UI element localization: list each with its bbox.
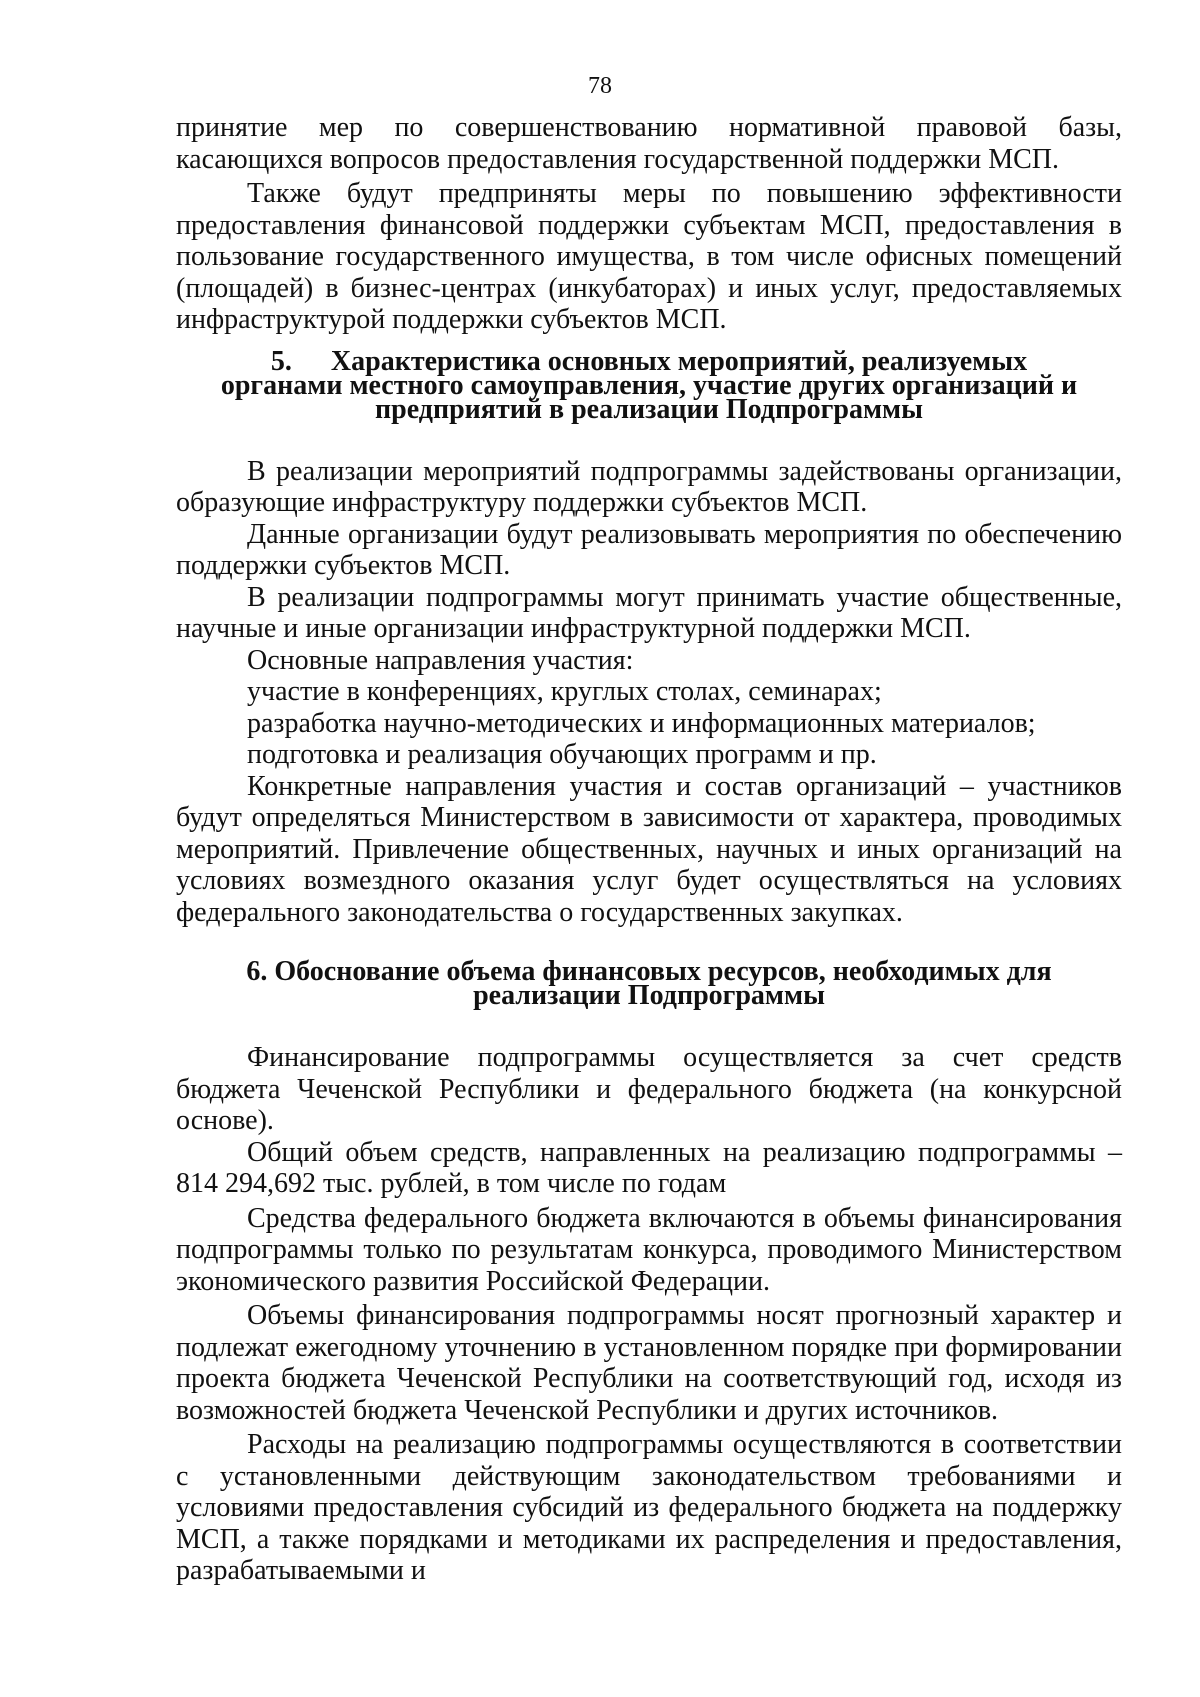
section-6-heading bbox=[176, 956, 1122, 1011]
section-6-paragraph: Общий объем средств, направленных на реализацию подпрограммы – 814 294,692 тыс. рублей, в том числе по годам bbox=[176, 1136, 1122, 1199]
section-6-paragraph: Средства федерального бюджета включаются в объемы финансирования подпрограммы только по результатам конкурса, проводимого Министерством экономического развития Российской Федерации. bbox=[176, 1202, 1122, 1297]
section-5-paragraph: В реализации подпрограммы могут принимать участие общественные, научные и иные организации инфраструктурной поддержки МСП. bbox=[176, 581, 1122, 644]
page-number: 78 bbox=[588, 73, 612, 99]
section-6-paragraph: Расходы на реализацию подпрограммы осуществляются в соответствии с установленными действующим законодательством требованиями и условиями предоставления субсидий из федерального бюджета на поддержку МСП, а также порядками и методиками их распределения и предоставления, разрабатываемыми и bbox=[176, 1429, 1122, 1586]
section-5-number: 5. bbox=[270, 345, 292, 377]
section-5-title-line-1: Характеристика основных мероприятий, реализуемых bbox=[330, 345, 1028, 377]
section-6-title-line-2: реализации Подпрограммы bbox=[473, 980, 825, 1011]
document-body bbox=[176, 112, 1122, 1587]
section-5-title-line-3: предприятий в реализации Подпрограммы bbox=[375, 393, 923, 425]
participation-list-item: разработка научно-методических и информационных материалов; bbox=[247, 707, 1036, 739]
section-5-heading bbox=[176, 345, 1122, 425]
intro-paragraph-1: принятие мер по совершенствованию нормативной правовой базы, касающихся вопросов предоставления государственной поддержки МСП. bbox=[176, 112, 1122, 175]
participation-list-item: подготовка и реализация обучающих программ и пр. bbox=[247, 739, 877, 770]
section-6-title-line-1: 6. Обоснование объема финансовых ресурсов, необходимых для bbox=[246, 956, 1052, 987]
participation-list-item: участие в конференциях, круглых столах, семинарах; bbox=[247, 676, 882, 707]
section-5-paragraph: Конкретные направления участия и состав организаций – участников будут определяться Министерством в зависимости от характера, проводимых мероприятий. Привлечение общественных, научных и иных организаций на условиях возмездного оказания услуг будет осуществляться на условиях федерального законодательства о государственных закупках. bbox=[176, 770, 1122, 928]
section-6-paragraph: Объемы финансирования подпрограммы носят прогнозный характер и подлежат ежегодному уточнению в установленном порядке при формировании проекта бюджета Чеченской Республики на соответствующий год, исходя из возможностей бюджета Чеченской Республики и других источников. bbox=[176, 1300, 1122, 1426]
section-5-paragraph: Данные организации будут реализовывать мероприятия по обеспечению поддержки субъектов МСП. bbox=[176, 518, 1122, 581]
section-5-paragraph: В реализации мероприятий подпрограммы задействованы организации, образующие инфраструктуру поддержки субъектов МСП. bbox=[176, 455, 1122, 518]
section-6-paragraph: Финансирование подпрограммы осуществляется за счет средств бюджета Чеченской Республики и федерального бюджета (на конкурсной основе). bbox=[176, 1042, 1122, 1136]
intro-paragraph-2: Также будут предприняты меры по повышению эффективности предоставления финансовой поддержки субъектам МСП, предоставления в пользование государственного имущества, в том числе офисных помещений (площадей) в бизнес-центрах (инкубаторах) и иных услуг, предоставляемых инфраструктурой поддержки субъектов МСП. bbox=[176, 178, 1122, 335]
section-5-paragraph: Основные направления участия: bbox=[247, 644, 634, 676]
section-5-title-line-2: органами местного самоуправления, участие других организаций и bbox=[220, 369, 1078, 401]
